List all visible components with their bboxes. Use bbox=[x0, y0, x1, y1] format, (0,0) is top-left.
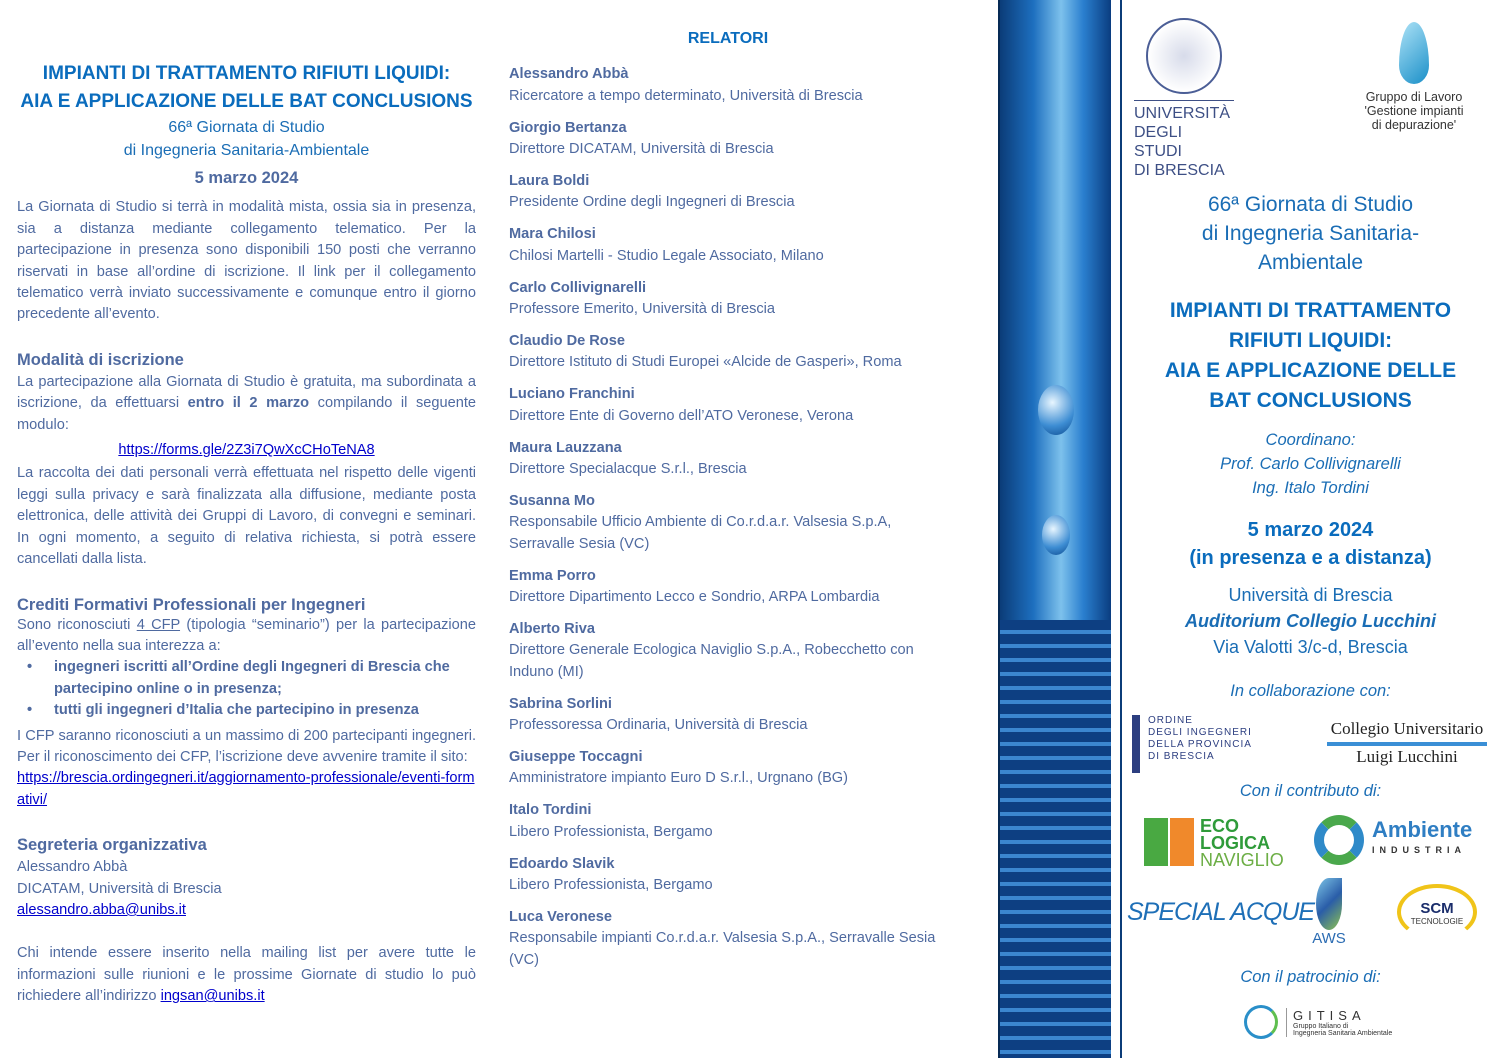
speaker-item bbox=[509, 331, 954, 374]
speaker-item bbox=[509, 64, 954, 107]
speaker-role: Direttore Ente di Governo dell’ATO Veronese, Verona bbox=[509, 407, 854, 424]
speaker-role: Chilosi Martelli - Studio Legale Associato, Milano bbox=[509, 247, 824, 264]
speaker-role: Direttore Specialacque S.r.l., Brescia bbox=[509, 461, 747, 477]
event-date: 5 marzo 2024 bbox=[194, 169, 299, 187]
iscrizione-heading: Modalità di iscrizione bbox=[17, 350, 184, 369]
cover-title: IMPIANTI DI TRATTAMENTO RIFIUTI LIQUIDI: AIA E APPLICAZIONE DELLE BAT CONCLUSIONS bbox=[1164, 299, 1457, 412]
speaker-name: Laura Boldi bbox=[509, 173, 590, 190]
speaker-name: Claudio De Rose bbox=[509, 332, 625, 349]
ordine-logo: ORDINE DEGLI INGEGNERI DELLA PROVINCIA DI BRESCIA bbox=[1132, 715, 1282, 773]
ambiente-logo: Ambiente INDUSTRIA bbox=[1314, 815, 1472, 865]
speaker-role: Libero Professionista, Bergamo bbox=[509, 823, 713, 840]
speaker-item bbox=[509, 800, 954, 843]
speaker-role: Direttore Dipartimento Lecco e Sondrio, ARPA Lombardia bbox=[509, 589, 880, 606]
speaker-role: Amministratore impianto Euro D S.r.l., Urgnano (BG) bbox=[509, 770, 849, 787]
speaker-role: Professore Emerito, Università di Brescia bbox=[509, 301, 776, 318]
collegio-logo: Collegio Universitario Luigi Lucchini bbox=[1327, 718, 1487, 768]
speaker-item bbox=[509, 438, 954, 481]
water-drop-icon bbox=[1038, 385, 1074, 435]
cfp-link[interactable]: https://brescia.ordingegneri.it/aggiornamento-professionale/eventi-formativi/ bbox=[17, 770, 475, 808]
speaker-item bbox=[509, 747, 954, 790]
speaker-name: Emma Porro bbox=[509, 567, 596, 584]
relatori-heading: RELATORI bbox=[687, 30, 769, 47]
segreteria-heading: Segreteria organizzativa bbox=[17, 836, 207, 855]
cover-date: 5 marzo 2024 (in presenza e a distanza) bbox=[1189, 519, 1432, 569]
patro-label: Con il patrocinio di: bbox=[1240, 968, 1381, 986]
cfp-list bbox=[17, 657, 476, 721]
cfp-heading: Crediti Formativi Professionali per Ingegneri bbox=[17, 595, 366, 614]
coordinators: Coordinano: Prof. Carlo Collivignarelli Ing. Italo Tordini bbox=[1220, 431, 1401, 497]
water-drop-icon bbox=[1399, 22, 1429, 84]
cover-panel bbox=[1120, 0, 1497, 1058]
speaker-name: Italo Tordini bbox=[509, 802, 592, 819]
specialacque-logo: SPECIAL ACQUE bbox=[1127, 898, 1315, 926]
relatori-panel bbox=[509, 28, 954, 982]
speaker-name: Giorgio Bertanza bbox=[509, 119, 627, 136]
cfp-note: I CFP saranno riconosciuti a un massimo di 200 partecipanti ingegneri. Per il riconoscimento dei CFP, l’iscrizione deve avvenire tramite il sito: bbox=[17, 727, 476, 765]
speaker-name: Luciano Franchini bbox=[509, 386, 635, 403]
speaker-name: Sabrina Sorlini bbox=[509, 695, 612, 712]
speaker-name: Carlo Collivignarelli bbox=[509, 279, 647, 296]
collab-label: In collaborazione con: bbox=[1230, 682, 1391, 700]
speaker-item bbox=[509, 224, 954, 267]
speaker-item bbox=[509, 619, 954, 683]
speaker-item bbox=[509, 566, 954, 609]
speaker-name: Susanna Mo bbox=[509, 492, 595, 509]
form-link[interactable]: https://forms.gle/2Z3i7QwXcCHoTeNA8 bbox=[118, 442, 375, 459]
speaker-role: Responsabile Ufficio Ambiente di Co.r.d.a.r. Valsesia S.p.A, Serravalle Sesia (VC) bbox=[509, 514, 892, 552]
contrib-label: Con il contributo di: bbox=[1239, 782, 1382, 800]
ripples bbox=[1000, 620, 1111, 1058]
gitisa-logo: GITISA Gruppo Italiano di Ingegneria Sanitaria Ambientale bbox=[1244, 1005, 1392, 1039]
event-subtitle: 66ª Giornata di Studio di Ingegneria Sanitaria-Ambientale bbox=[123, 119, 370, 159]
speaker-name: Maura Lauzzana bbox=[509, 439, 622, 456]
gruppo-logo: Gruppo di Lavoro 'Gestione impianti di depurazione' bbox=[1354, 22, 1474, 132]
speaker-item bbox=[509, 854, 954, 897]
segreteria-name: Alessandro Abbà bbox=[17, 859, 128, 876]
water-image bbox=[998, 0, 1111, 1058]
aws-logo: AWS bbox=[1304, 878, 1354, 947]
segreteria-dept: DICATAM, Università di Brescia bbox=[17, 880, 222, 897]
water-drop-icon bbox=[1042, 515, 1070, 555]
ecologica-logo: ECO LOGICA NAVIGLIO bbox=[1144, 818, 1284, 869]
speaker-name: Alessandro Abbà bbox=[509, 66, 629, 83]
speaker-name: Giuseppe Toccagni bbox=[509, 748, 643, 765]
speaker-role: Ricercatore a tempo determinato, Università di Brescia bbox=[509, 87, 863, 104]
speaker-role: Direttore Generale Ecologica Naviglio S.p.A., Robecchetto con Induno (MI) bbox=[509, 642, 914, 680]
event-title: IMPIANTI DI TRATTAMENTO RIFIUTI LIQUIDI: AIA E APPLICAZIONE DELLE BAT CONCLUSIONS bbox=[20, 63, 473, 112]
privacy-text: La raccolta dei dati personali verrà effettuata nel rispetto delle vigenti leggi sulla privacy e sarà finalizzata alla diffusione, mediante posta elettronica, delle attività dei Gruppi di Lavoro, di convegni e seminari. In ogni momento, a seguito di relativa richiesta, si potrà essere cancellati dalla lista. bbox=[17, 465, 476, 568]
speaker-item bbox=[509, 384, 954, 427]
speaker-role: Direttore Istituto di Studi Europei «Alcide de Gasperi», Roma bbox=[509, 354, 902, 371]
list-item: • tutti gli ingegneri d’Italia che partecipino in presenza bbox=[27, 700, 476, 721]
speaker-name: Edoardo Slavik bbox=[509, 855, 615, 872]
speaker-name: Alberto Riva bbox=[509, 620, 595, 637]
unibs-logo: UNIVERSITÀ DEGLI STUDI DI BRESCIA bbox=[1134, 18, 1234, 180]
speaker-role: Professoressa Ordinaria, Università di Brescia bbox=[509, 717, 808, 734]
intro-text: La Giornata di Studio si terrà in modalità mista, ossia sia in presenza, sia a distanza mediante collegamento telematico. Per la partecipazione in presenza sono disponibili 150 posti che verranno riservati in base all’ordine di iscrizione. Il link per il collegamento telematico verrà inviato successivamente e comunque entro il giorno precedente all’evento. bbox=[17, 199, 476, 323]
speaker-role: Presidente Ordine degli Ingegneri di Brescia bbox=[509, 194, 795, 211]
speaker-role: Libero Professionista, Bergamo bbox=[509, 877, 713, 893]
left-panel bbox=[17, 60, 476, 1008]
iscrizione-text: La partecipazione alla Giornata di Studio è gratuita, ma subordinata a iscrizione, da effettuarsi entro il 2 marzo compilando il seguente modulo: bbox=[17, 373, 476, 433]
speaker-item bbox=[509, 491, 954, 555]
speaker-role: Responsabile impianti Co.r.d.a.r. Valsesia S.p.A., Serravalle Sesia (VC) bbox=[509, 930, 936, 968]
mailing-text: Chi intende essere inserito nella mailing list per avere tutte le informazioni sulle riunioni e le prossime Giornate di studio lo può richiedere all’indirizzo ingsan@unibs.it bbox=[17, 945, 476, 1005]
list-item: • ingegneri iscritti all’Ordine degli Ingegneri di Brescia che partecipino online o in presenza; bbox=[27, 657, 476, 700]
speaker-name: Luca Veronese bbox=[509, 908, 613, 925]
cover-giornata: 66ª Giornata di Studio di Ingegneria Sanitaria- Ambientale bbox=[1201, 193, 1420, 274]
speaker-role: Direttore DICATAM, Università di Brescia bbox=[509, 141, 774, 158]
speaker-item bbox=[509, 907, 954, 971]
speaker-item bbox=[509, 171, 954, 214]
scm-logo: SCM TECNOLOGIE bbox=[1397, 884, 1477, 940]
speaker-item bbox=[509, 694, 954, 737]
cfp-text: Sono riconosciuti 4 CFP (tipologia “seminario”) per la partecipazione all’evento nella sua interezza a: bbox=[17, 616, 476, 654]
segreteria-email[interactable]: alessandro.abba@unibs.it bbox=[17, 901, 186, 918]
venue: Università di Brescia Auditorium Collegio Lucchini Via Valotti 3/c-d, Brescia bbox=[1185, 585, 1436, 657]
speaker-name: Mara Chilosi bbox=[509, 226, 596, 243]
speaker-item bbox=[509, 118, 954, 161]
mailing-email[interactable]: ingsan@unibs.it bbox=[160, 988, 265, 1005]
speaker-item bbox=[509, 278, 954, 321]
